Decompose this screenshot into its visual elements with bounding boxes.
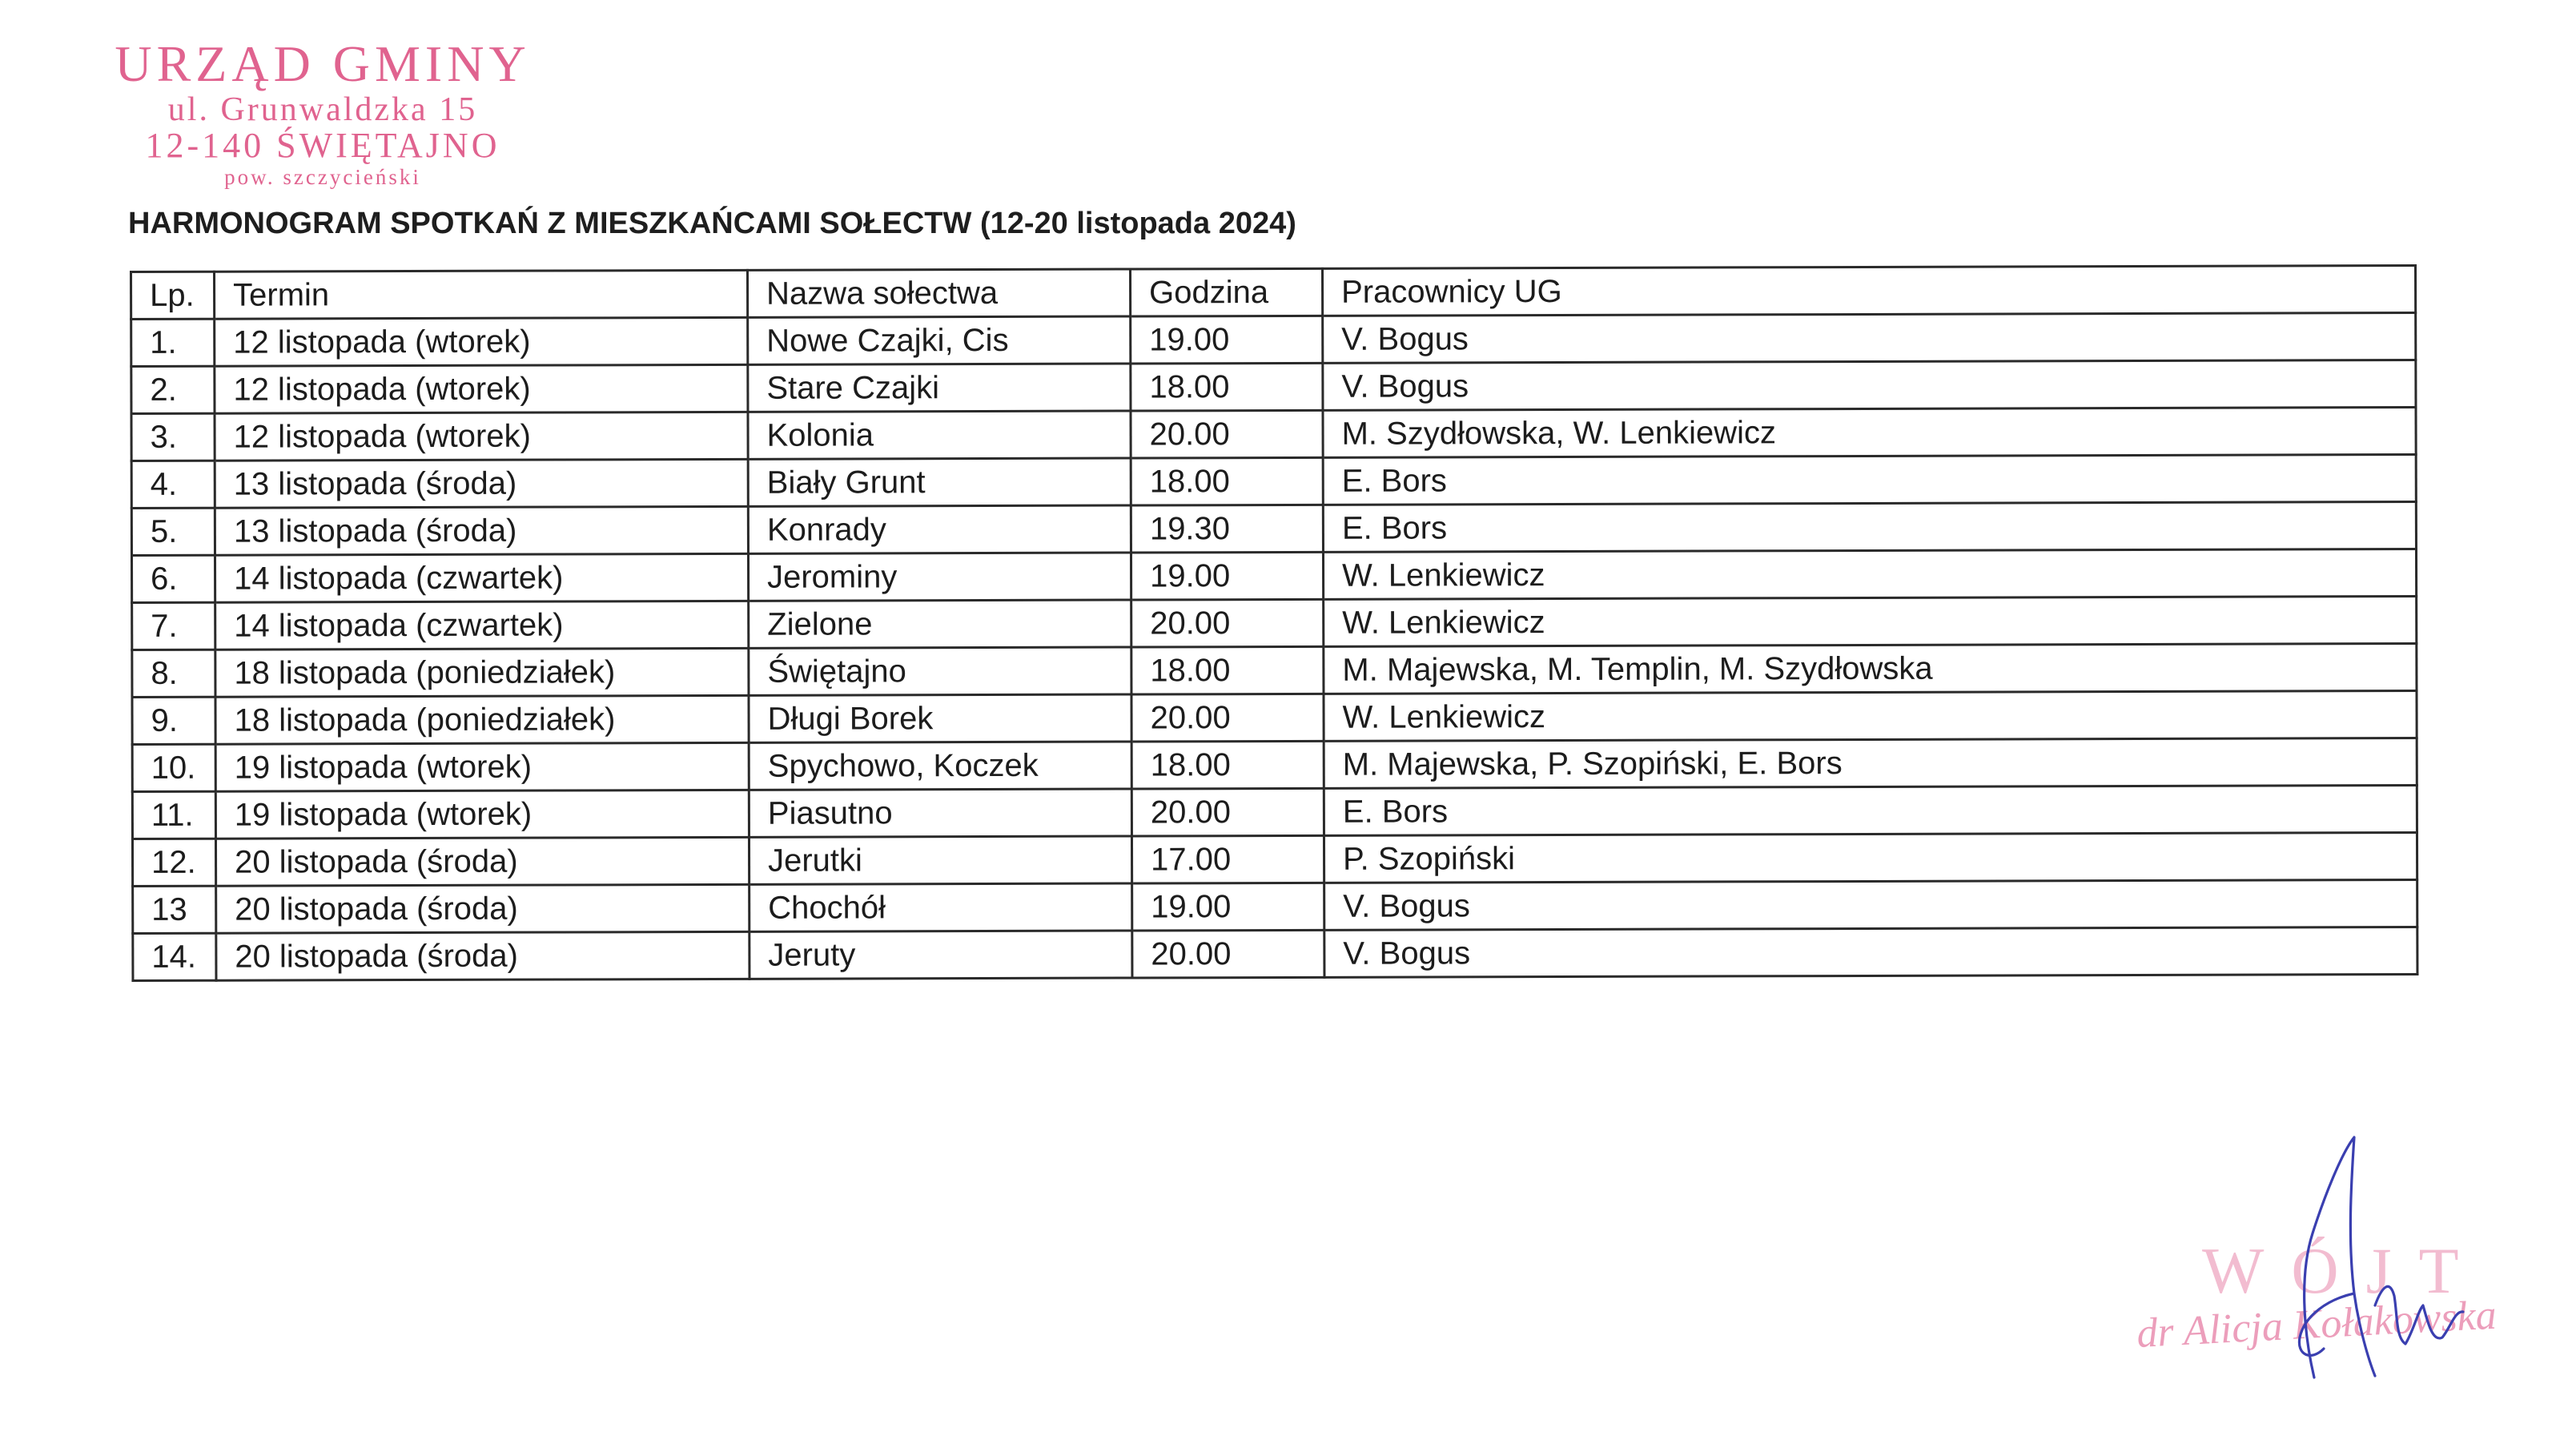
cell-lp: 7. — [132, 602, 215, 650]
signature-block — [2114, 1121, 2562, 1394]
header-lp: Lp. — [131, 271, 215, 319]
cell-term: 20 listopada (środa) — [216, 884, 749, 933]
cell-lp: 6. — [131, 555, 215, 602]
cell-hour: 20.00 — [1132, 930, 1324, 978]
cell-term: 13 listopada (środa) — [215, 506, 748, 555]
cell-hour: 18.00 — [1131, 646, 1324, 694]
office-stamp — [94, 35, 551, 189]
cell-term: 19 listopada (wtorek) — [215, 742, 749, 791]
cell-name: Kolonia — [748, 411, 1131, 459]
cell-term: 18 listopada (poniedziałek) — [215, 695, 749, 744]
cell-name: Jerominy — [748, 553, 1131, 601]
cell-lp: 5. — [131, 508, 215, 555]
cell-staff: V. Bogus — [1323, 360, 2416, 411]
cell-term: 19 listopada (wtorek) — [215, 790, 749, 839]
cell-lp: 14. — [133, 933, 216, 980]
cell-name: Piasutno — [749, 789, 1131, 837]
cell-term: 14 listopada (czwartek) — [215, 601, 749, 650]
cell-term: 12 listopada (wtorek) — [215, 364, 748, 413]
header-staff: Pracownicy UG — [1322, 266, 2415, 316]
cell-staff: W. Lenkiewicz — [1324, 597, 2417, 647]
cell-lp: 4. — [131, 461, 215, 508]
cell-hour: 20.00 — [1131, 410, 1323, 458]
table-row — [132, 691, 2417, 745]
cell-name: Nowe Czajki, Cis — [748, 316, 1131, 364]
cell-lp: 10. — [132, 744, 215, 791]
signature-name: dr Alicja Kołakowska — [2135, 1292, 2498, 1357]
cell-staff: P. Szopiński — [1324, 833, 2417, 883]
cell-staff: E. Bors — [1324, 786, 2417, 836]
cell-name: Świętajno — [749, 647, 1131, 695]
cell-hour: 19.00 — [1132, 883, 1324, 931]
table-row — [132, 738, 2417, 792]
cell-term: 20 listopada (środa) — [216, 931, 749, 980]
cell-term: 18 listopada (poniedziałek) — [215, 648, 749, 697]
cell-staff: V. Bogus — [1324, 880, 2417, 931]
table-row — [132, 597, 2417, 650]
cell-staff: W. Lenkiewicz — [1323, 549, 2416, 600]
cell-lp: 12. — [132, 839, 215, 886]
cell-name: Długi Borek — [749, 694, 1131, 742]
cell-hour: 18.00 — [1131, 457, 1323, 505]
cell-lp: 1. — [131, 319, 215, 366]
cell-lp: 3. — [131, 413, 215, 461]
header-hour: Godzina — [1130, 268, 1322, 316]
table-row — [133, 927, 2417, 981]
handwritten-signature — [2114, 1121, 2562, 1394]
cell-staff: W. Lenkiewicz — [1324, 691, 2417, 742]
cell-name: Biały Grunt — [748, 458, 1131, 506]
stamp-postal-city: 12-140 ŚWIĘTAJNO — [145, 126, 500, 165]
cell-staff: M. Majewska, M. Templin, M. Szydłowska — [1324, 644, 2417, 694]
cell-hour: 20.00 — [1131, 599, 1324, 647]
table-row — [132, 786, 2417, 839]
cell-name: Jeruty — [749, 931, 1132, 979]
cell-term: 12 listopada (wtorek) — [215, 412, 748, 461]
cell-staff: M. Szydłowska, W. Lenkiewicz — [1323, 408, 2416, 458]
cell-hour: 18.00 — [1131, 741, 1324, 789]
cell-name: Jerutki — [749, 836, 1131, 884]
cell-lp: 13 — [133, 886, 216, 933]
table-row — [131, 502, 2416, 556]
cell-name: Konrady — [748, 505, 1131, 553]
table-row — [132, 644, 2417, 698]
cell-lp: 9. — [132, 697, 215, 744]
cell-lp: 2. — [131, 366, 215, 413]
cell-hour: 19.30 — [1131, 505, 1323, 553]
cell-staff: E. Bors — [1323, 502, 2416, 553]
table-row — [131, 455, 2416, 509]
cell-hour: 19.00 — [1131, 552, 1323, 600]
table-row — [131, 549, 2416, 603]
cell-staff: V. Bogus — [1324, 927, 2417, 978]
table-header-row — [131, 266, 2416, 320]
cell-lp: 8. — [132, 650, 215, 697]
table-row — [131, 313, 2416, 367]
stamp-office-name: URZĄD GMINY — [115, 35, 531, 92]
cell-hour: 20.00 — [1131, 694, 1324, 742]
schedule-table — [130, 264, 2418, 982]
cell-staff: V. Bogus — [1323, 313, 2416, 364]
cell-term: 12 listopada (wtorek) — [215, 317, 748, 366]
cell-hour: 19.00 — [1131, 316, 1323, 364]
table-row — [131, 408, 2416, 461]
table-row — [131, 360, 2416, 414]
cell-hour: 17.00 — [1131, 835, 1324, 883]
cell-name: Chochół — [749, 883, 1132, 931]
document-title: HARMONOGRAM SPOTKAŃ Z MIESZKAŃCAMI SOŁECTW (12-20 listopada 2024) — [128, 207, 1296, 240]
cell-staff: E. Bors — [1323, 455, 2416, 505]
cell-term: 14 listopada (czwartek) — [215, 553, 748, 602]
cell-term: 20 listopada (środa) — [215, 837, 749, 886]
header-name: Nazwa sołectwa — [748, 269, 1131, 317]
cell-term: 13 listopada (środa) — [215, 459, 748, 508]
cell-name: Stare Czajki — [748, 364, 1131, 412]
cell-hour: 18.00 — [1131, 363, 1323, 411]
stamp-street: ul. Grunwaldzka 15 — [167, 91, 478, 128]
header-term: Termin — [215, 270, 748, 319]
cell-staff: M. Majewska, P. Szopiński, E. Bors — [1324, 738, 2417, 789]
table-row — [132, 833, 2417, 887]
cell-name: Zielone — [749, 600, 1131, 648]
stamp-county: pow. szczycieński — [224, 165, 421, 189]
signature-title: WÓJT — [2202, 1234, 2486, 1307]
cell-hour: 20.00 — [1131, 788, 1324, 836]
table-row — [133, 880, 2417, 934]
cell-lp: 11. — [132, 791, 215, 839]
cell-name: Spychowo, Koczek — [749, 742, 1131, 790]
